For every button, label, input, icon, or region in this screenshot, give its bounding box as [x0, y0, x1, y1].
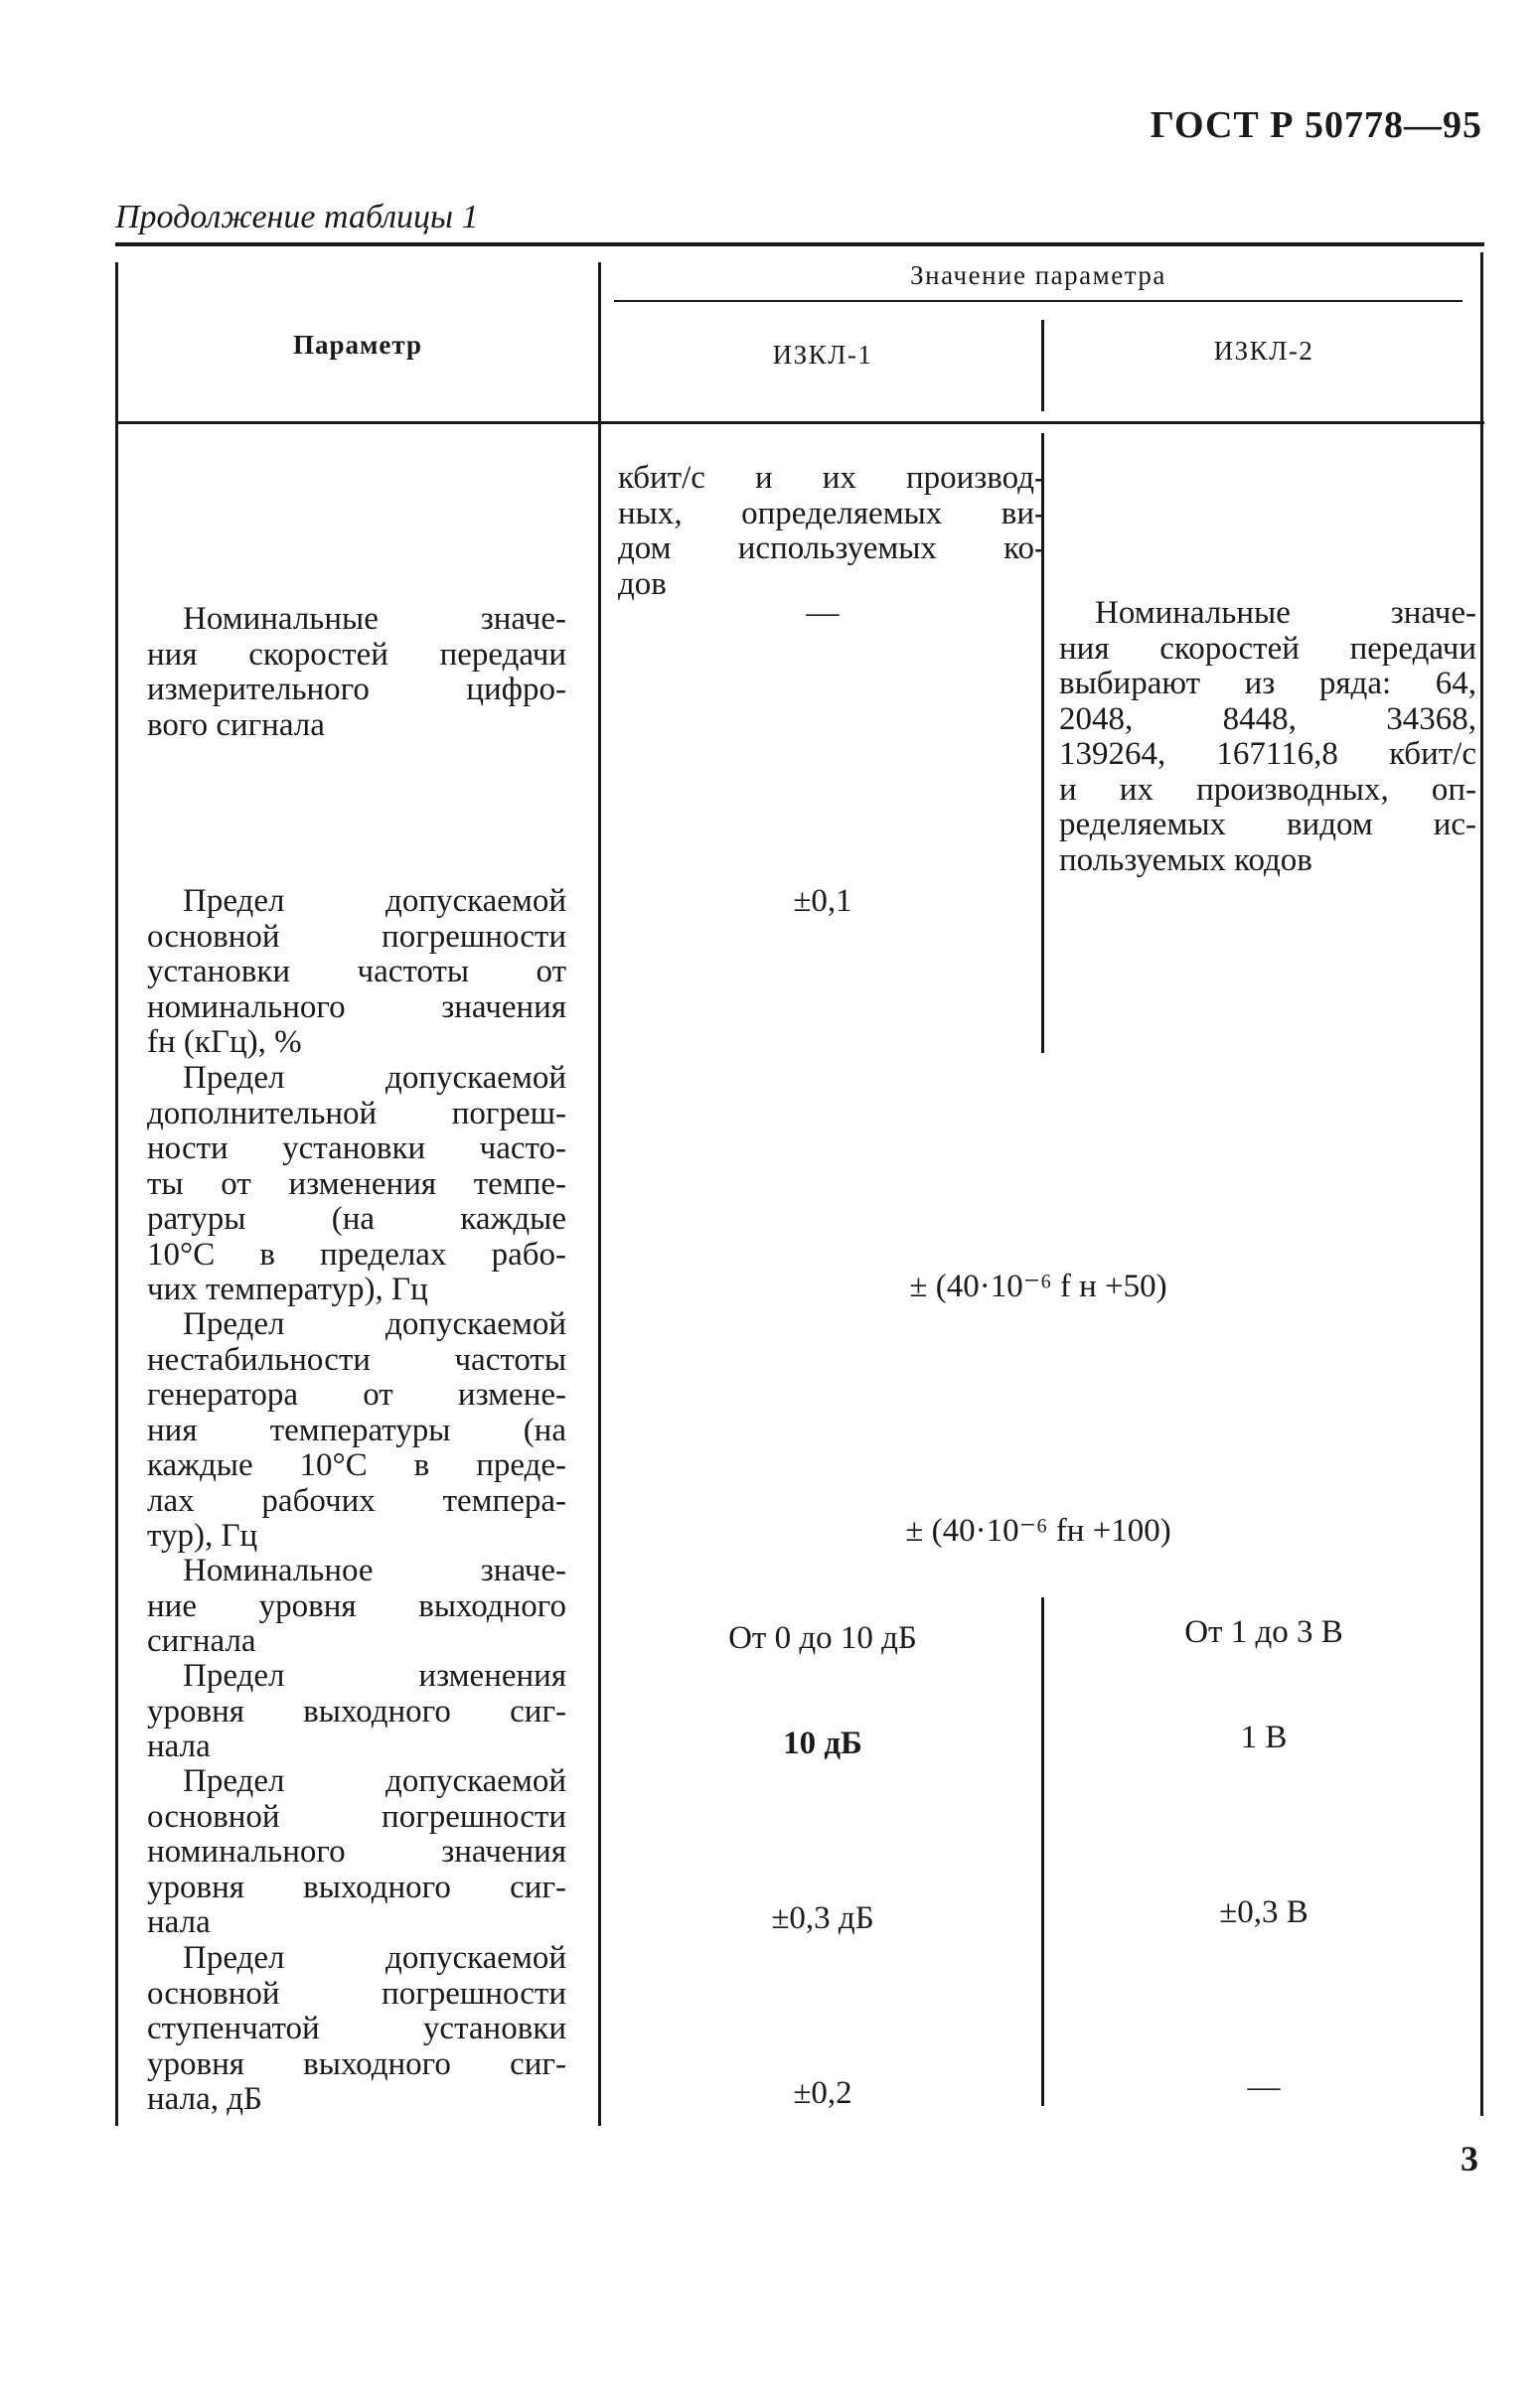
text-line: ния скоростей передачи	[147, 636, 566, 673]
izkl1-nominal-bitrates: —	[806, 595, 840, 631]
text-line: Номинальное значе-	[183, 1553, 566, 1588]
param-cell-output-level-error	[147, 1764, 566, 1941]
izkl2-output-level-error: ±0,3 В	[1219, 1894, 1308, 1930]
document-code: ГОСТ Р 50778—95	[1150, 104, 1482, 146]
text-line: дов	[618, 565, 667, 602]
common-frequency-instability: ± (40·10⁻⁶ fн +100)	[905, 1513, 1171, 1549]
value-column-divider-lower	[1041, 1597, 1044, 2106]
text-line: Предел допускаемой	[183, 1306, 566, 1342]
common-temperature-error: ± (40·10⁻⁶ f н +50)	[909, 1269, 1167, 1304]
text-line: Номинальные значе-	[1095, 595, 1476, 631]
text-line: номинального значения	[147, 988, 566, 1025]
text-line: Предел допускаемой	[183, 1940, 566, 1976]
text-line: основной погрешности	[147, 1975, 566, 2012]
text-line: лах рабочих темпера-	[147, 1482, 566, 1519]
text-line: сигнала	[147, 1623, 256, 1659]
param-cell-output-level-range	[147, 1659, 566, 1765]
izkl1-continuation	[618, 461, 1045, 602]
izkl2-nominal-bitrates	[1059, 596, 1476, 878]
header-bottom-rule	[115, 421, 1484, 424]
param-cell-nominal-output-level	[147, 1554, 566, 1660]
text-line: нала	[147, 1904, 211, 1940]
text-line: ратуры (на каждые	[147, 1201, 566, 1237]
param-cell-nominal-bitrates	[147, 602, 566, 743]
param-cell-frequency-instability	[147, 1307, 566, 1555]
text-line: основной погрешности	[147, 918, 566, 955]
text-line: ности установки часто-	[147, 1130, 566, 1166]
text-line: ных, определяемых ви-	[618, 495, 1045, 531]
text-line: уровня выходного сиг-	[147, 1693, 566, 1730]
text-line: Предел допускаемой	[183, 1060, 566, 1096]
text-line: 10°С в пределах рабо-	[147, 1236, 566, 1273]
text-line: Номинальные значе-	[183, 601, 566, 637]
text-line: fн (кГц), %	[147, 1024, 302, 1060]
text-line: номинального значения	[147, 1834, 566, 1870]
value-group-header: Значение параметра	[910, 260, 1166, 290]
text-line: каждые 10°С в преде-	[147, 1447, 566, 1483]
text-line: тур), Гц	[147, 1518, 258, 1554]
table-top-rule	[115, 242, 1484, 246]
text-line: установки частоты от	[147, 954, 566, 989]
izkl1-frequency-error: ±0,1	[793, 883, 852, 919]
izkl1-column-header: ИЗКЛ-1	[772, 340, 873, 370]
text-line: выбирают из ряда: 64,	[1059, 666, 1476, 701]
text-line: вого сигнала	[147, 706, 325, 743]
text-line: ступенчатой установки	[147, 2011, 566, 2046]
izkl2-nominal-output-level: От 1 до 3 В	[1184, 1614, 1343, 1650]
text-line: нестабильности частоты	[147, 1341, 566, 1378]
izkl1-output-level-range: 10 дБ	[783, 1726, 862, 1761]
group-header-rule	[614, 300, 1462, 302]
table-title: Продолжение таблицы 1	[115, 199, 479, 235]
izkl1-step-level-error: ±0,2	[793, 2075, 852, 2111]
text-line: ределяемых видом ис-	[1059, 807, 1476, 842]
text-line: 139264, 167116,8 кбит/с	[1059, 736, 1476, 772]
izkl1-nominal-output-level: От 0 до 10 дБ	[728, 1620, 917, 1656]
text-line: и их производных, оп-	[1059, 771, 1476, 808]
text-line: ние уровня выходного	[147, 1587, 566, 1624]
izkl2-output-level-range: 1 В	[1240, 1720, 1288, 1755]
text-line: нала	[147, 1729, 211, 1764]
header-subcolumn-divider	[1041, 320, 1044, 411]
text-line: Предел изменения	[183, 1658, 566, 1694]
izkl2-step-level-error: —	[1247, 2069, 1281, 2105]
text-line: кбит/с и их производ-	[618, 460, 1045, 496]
text-line: дополнительной погреш-	[147, 1095, 566, 1131]
izkl1-output-level-error: ±0,3 дБ	[771, 1900, 874, 1936]
text-line: уровня выходного сиг-	[147, 2045, 566, 2082]
table-right-border	[1480, 252, 1483, 2116]
text-line: Предел допускаемой	[183, 1763, 566, 1799]
text-line: 2048, 8448, 34368,	[1059, 700, 1476, 737]
text-line: нала, дБ	[147, 2081, 262, 2117]
param-cell-frequency-error	[147, 884, 566, 1061]
param-column-divider	[598, 262, 601, 2126]
text-line: чих температур), Гц	[147, 1272, 428, 1307]
text-line: ния температуры (на	[147, 1412, 566, 1448]
table-left-border	[115, 262, 118, 2126]
text-line: ния скоростей передачи	[1059, 630, 1476, 667]
text-line: дом используемых ко-	[618, 530, 1045, 566]
text-line: генератора от измене-	[147, 1377, 566, 1413]
text-line: Предел допускаемой	[183, 883, 566, 919]
text-line: ты от изменения темпе-	[147, 1165, 566, 1202]
param-column-header: Параметр	[292, 330, 422, 360]
izkl2-column-header: ИЗКЛ-2	[1213, 336, 1314, 366]
text-line: измерительного цифро-	[147, 672, 566, 707]
page-number: 3	[1461, 2139, 1478, 2179]
text-line: пользуемых кодов	[1059, 841, 1312, 878]
param-cell-step-level-error	[147, 1941, 566, 2118]
text-line: основной погрешности	[147, 1798, 566, 1835]
text-line: уровня выходного сиг-	[147, 1869, 566, 1905]
param-cell-temperature-error	[147, 1061, 566, 1308]
